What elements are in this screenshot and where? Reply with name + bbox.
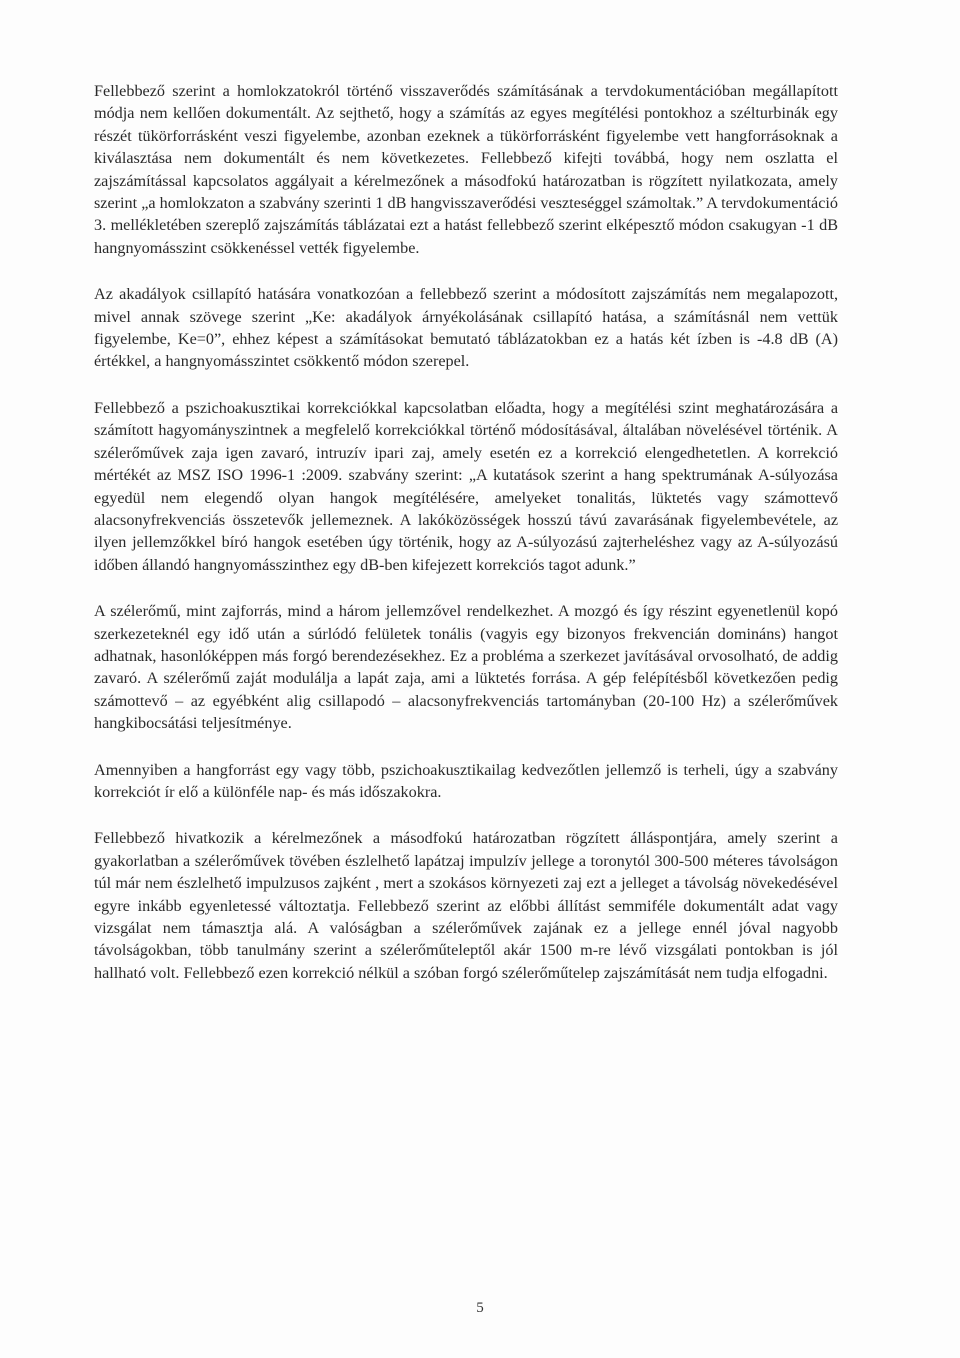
- body-text: [94, 80, 838, 1008]
- paragraph-5: Amennyiben a hangforrást egy vagy több, pszichoakusztikailag kedvezőtlen jellemző is terheli, úgy a szabvány korrekciót ír elő a különféle nap- és más időszakokra.: [94, 760, 838, 801]
- page-number: 5: [476, 1300, 484, 1316]
- paragraph-1: Fellebbező szerint a homlokzatokról történő visszaverődés számításának a tervdokumentációban megállapított módja nem kellően dokumentált. Az sejthető, hogy a számítás az egyes megítélési pontokhoz a szélturbinák egy részét tükörforrásként veszi figyelembe, azonban ezeknek a tükörforrásként figyelembe vett hangforrásoknak a kiválasztása nem dokumentált és nem következetes. Fellebbező kifejti továbbá, hogy nem oszlatta el zajszámítással kapcsolatos aggályait a kérelmezőnek a másodfokú határozatban is rögzített nyilatkozata, amely szerint „a homlokzaton a szabvány szerinti 1 dB hangvisszaverődési veszteséggel számoltak.” A tervdokumentáció 3. mellékletében szereplő zajszámítás táblázatai ezt a hatást fellebbező szerint elképesztő módon csakugyan -1 dB hangnyomásszint csökkenéssel vették figyelembe.: [94, 82, 838, 257]
- paragraph-3: Fellebbező a pszichoakusztikai korrekciókkal kapcsolatban előadta, hogy a megítélési szint meghatározására a számított hagyományszintnek a megfelelő korrekciókkal történő módosításával, általában növelésével történik. A szélerőművek zaja igen zavaró, intruzív ipari zaj, amely esetén ez a korrekció elengedhetetlen. A korrekció mértékét az MSZ ISO 1996-1 :2009. szabvány szerint: „A kutatások szerint a hang spektrumának A-súlyozása egyedül nem elegendő olyan hangok megítélésére, amelyeket tonalitás, lüktetés vagy számottevő alacsonyfrekvenciás összetevők jellemeznek. A lakóközösségek hosszú távú zavarásának figyelembevétele, az ilyen jellemzőkkel bíró hangok esetében úgy történik, hogy az A-súlyozású zajterheléshez vagy az A-súlyozású időben állandó hangnyomásszinthez egy dB-ben kifejezett korrekciós tagot adunk.”: [94, 398, 838, 574]
- paragraph-4: A szélerőmű, mint zajforrás, mind a három jellemzővel rendelkezhet. A mozgó és így részint egyenetlenül kopó szerkezeteknél egy idő után a súrlódó felületek tonális (vagyis egy bizonyos frekvencián domináns) hangot adhatnak, hasonlóképpen más forgó berendezésekhez. Ez a probléma a szerkezet javításával orvosolható, de addig zavaró. A szélerőmű zaját modulálja a lapát zaja, ami a lüktetés forrása. A gép felépítésből következően pedig számottevő – az egyébként alig csillapodó – alacsonyfrekvenciás tartományban (20-100 Hz) a szélerőművek hangkibocsátási teljesítménye.: [94, 602, 838, 733]
- paragraph-2: Az akadályok csillapító hatására vonatkozóan a fellebbező szerint a módosított zajszámítás nem megalapozott, mivel annak szövege szerint „Ke: akadályok árnyékolásának csillapító hatása, a számításnál nem vettük figyelembe, Ke=0”, ehhez képest a számításokat bemutató táblázatokban ez a hatás két ízben is -4.8 dB (A) értékkel, a hangnyomásszintet csökkentő módon szerepel.: [94, 285, 838, 371]
- paragraph-6: Fellebbező hivatkozik a kérelmezőnek a másodfokú határozatban rögzített álláspontjára, amely szerint a gyakorlatban a szélerőművek tövében észlelhető lapátzaj impulzív jellege a toronytól 300-500 méteres távolságon túl már nem észlelhető impulzusos zajként , mert a szokásos környezeti zaj ezt a jelleget a távolság növekedésével egyre inkább egyenletessé változtatja. Fellebbező szerint az előbbi állítást semmiféle dokumentált adat vagy vizsgálat nem támasztja alá. A valóságban a szélerőművek zajának ez a jellege ennél jóval nagyobb távolságokban, több tanulmány szerint a szélerőműteleptől akár 1500 m-re lévő vizsgálati pontokban is jól hallható volt. Fellebbező ezen korrekció nélkül a szóban forgó szélerőműtelep zajszámítását nem tudja elfogadni.: [94, 829, 838, 982]
